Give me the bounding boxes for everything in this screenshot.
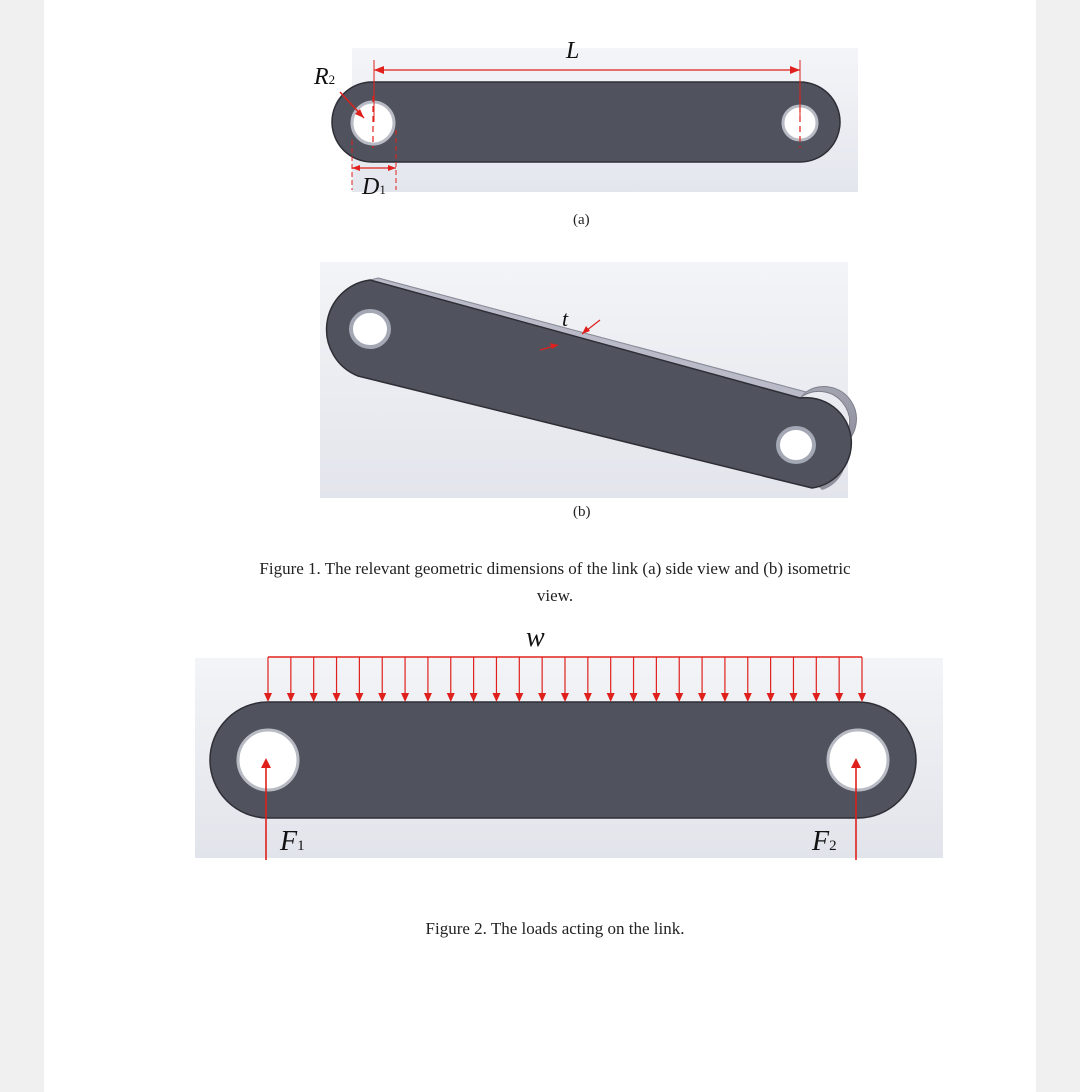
label-D1-subscript: 1 (379, 182, 386, 197)
figure-1-caption-line-1: Figure 1. The relevant geometric dimensions of the link (a) side view and (b) isometric (259, 559, 851, 578)
label-D1-main: D (362, 174, 380, 200)
label-R2-main: R (314, 64, 329, 90)
label-F1-main: F (280, 826, 298, 857)
label-F2-subscript: 2 (829, 838, 837, 854)
figure-1b-subcaption: (b) (573, 504, 591, 520)
figure-1a-side-view (0, 0, 1080, 240)
link-body-loaded (210, 702, 916, 818)
label-w: w (526, 622, 545, 653)
link-body-side (332, 82, 840, 162)
label-R2-subscript: 2 (328, 72, 336, 87)
figure-1b-isometric-view (0, 250, 1080, 510)
figure-2-caption: Figure 2. The loads acting on the link. (425, 919, 685, 938)
label-F1 (280, 826, 305, 858)
label-R2 (314, 64, 335, 91)
label-D1 (362, 174, 386, 201)
label-F2-main: F (812, 826, 830, 857)
label-t: t (562, 306, 569, 331)
figure-1a-subcaption: (a) (573, 212, 590, 228)
figure-2-loads (0, 640, 1080, 880)
figure-1-caption-line-2: view. (536, 586, 574, 605)
label-F1-subscript: 1 (297, 838, 305, 854)
label-F2 (812, 826, 837, 858)
label-L: L (566, 38, 580, 64)
